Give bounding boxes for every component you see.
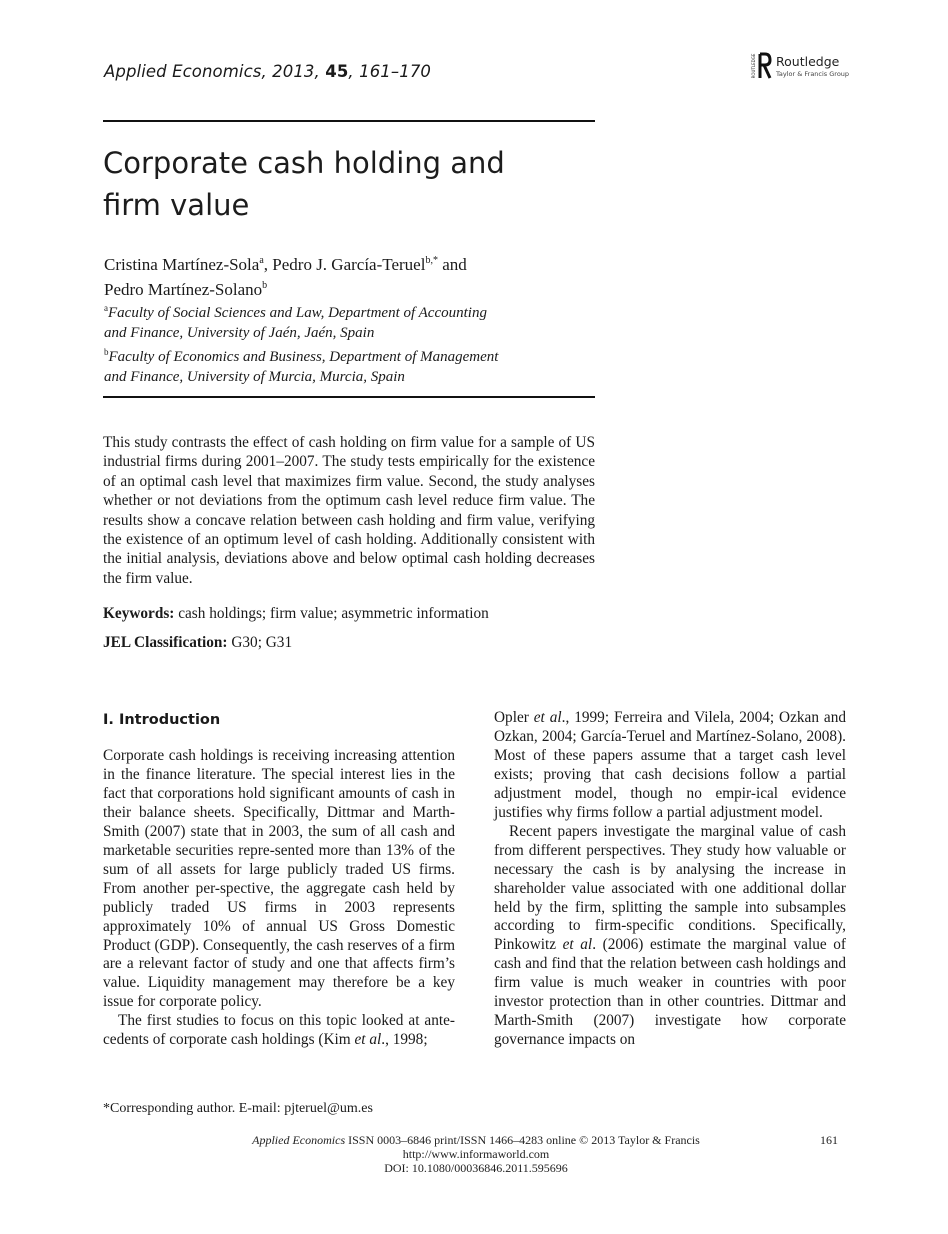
- page-number: 161: [820, 1133, 838, 1147]
- author-1-affil: a: [259, 255, 264, 266]
- affil-b-marker: b: [104, 347, 109, 357]
- footer-journal: Applied Economics: [252, 1133, 346, 1147]
- journal-volume: 45: [325, 62, 349, 81]
- affil-b-line-2: and Finance, University of Murcia, Murcia, Spain: [104, 368, 405, 385]
- title-line-1: Corporate cash holding and: [103, 146, 505, 180]
- intro-paragraph-1: Corporate cash holdings is receiving increasing attention in the finance literature. The special interest lies in the fact that corporations hold significant amounts of cash in their balance sheets. Specifically, Dittmar and Marth-Smith (2007) state that in 2003, the sum of all cash and marketable securities repre-sented more than 13% of the sum of all assets for large publicly traded US firms. From another per-spective, the aggregate cash held by publicly traded US firms in 2003 represents approximately 10% of annual US Gross Domestic Product (GDP). Consequently, the cash reserves of a firm are a relevant factor of study and one that affects firm’s value. Liquidity management may therefore be a key issue for corporate policy.: [103, 747, 455, 1011]
- right-column: [494, 709, 846, 1050]
- keywords-label: Keywords:: [103, 605, 175, 622]
- abstract: This study contrasts the effect of cash holding on firm value for a sample of US industrial firms during 2001–2007. The study tests empirically for the existence of an optimal cash level that maximizes firm value. Second, the study analyses whether or not deviations from the optimum cash level reduce firm value. The results show a concave relation between cash holding and firm value, verifying the existence of an optimum level of cash holding. Additionally consistent with the initial analysis, deviations above and below optimal cash holding decreases the firm value.: [103, 434, 595, 587]
- article-title: [103, 142, 623, 226]
- author-3: Pedro Martínez-Solano: [104, 280, 263, 299]
- intro-paragraph-3: Opler et al., 1999; Ferreira and Vilela, 2004; Ozkan and Ozkan, 2004; García-Teruel and Martínez-Solano, 2008). Most of these papers assume that a target cash level exists; proving that cash decisions follow a partial adjustment model, though no empir-ical evidence justifies why firms follow a partial adjustment model.: [494, 709, 846, 821]
- affil-a-line-2: and Finance, University of Jaén, Jaén, Spain: [104, 324, 375, 341]
- publisher-group: Taylor & Francis Group: [776, 70, 850, 78]
- author-2-affil: b,*: [425, 255, 438, 266]
- left-column: [103, 747, 455, 1050]
- journal-name: Applied Economics: [104, 62, 262, 81]
- corresponding-author-footnote: *Corresponding author. E-mail: pjteruel@um.es: [103, 1101, 373, 1116]
- footer-url: http://www.informaworld.com: [402, 1147, 550, 1161]
- section-heading-introduction: I. Introduction: [103, 712, 221, 728]
- affil-b-line-1: Faculty of Economics and Business, Department of Management: [108, 349, 499, 365]
- title-line-2: firm value: [103, 188, 250, 222]
- jel-label: JEL Classification:: [103, 634, 228, 651]
- top-rule: [103, 120, 595, 122]
- jel-value: G30; G31: [231, 634, 293, 651]
- publisher-name: Routledge: [776, 54, 840, 69]
- author-1: Cristina Martínez-Sola: [104, 255, 260, 274]
- intro-paragraph-2: The first studies to focus on this topic looked at ante-cedents of corporate cash holdings (Kim et al., 1998;: [103, 1012, 455, 1049]
- author-3-affil: b: [262, 280, 268, 291]
- affil-a-line-1: Faculty of Social Sciences and Law, Department of Accounting: [108, 305, 487, 321]
- keywords-value: cash holdings; firm value; asymmetric information: [178, 605, 489, 622]
- journal-year: , 2013,: [261, 62, 326, 81]
- intro-paragraph-4: Recent papers investigate the marginal value of cash from different perspectives. They study how valuable or necessary the cash is by analysing the increase in shareholder value associated with one additional dollar held by the firm, splitting the sample into subsamples according to firm-specific conditions. Specifically, Pinkowitz et al. (2006) estimate the marginal value of cash and find that the relation between cash holdings and firm value is much weaker in countries with poor investor protection than in other countries. Dittmar and Marth-Smith (2007) investigate how corporate governance impacts on: [494, 822, 846, 1049]
- page-footer: [242, 1133, 710, 1175]
- affil-a-marker: a: [104, 303, 108, 313]
- jel-classification: [103, 634, 292, 652]
- affiliations: [104, 299, 604, 387]
- keywords: [103, 605, 489, 623]
- logo-vertical-text: ROUTLEDGE: [751, 53, 756, 79]
- footer-doi: DOI: 10.1080/00036846.2011.595696: [384, 1161, 568, 1175]
- author-2: , Pedro J. García-Teruel: [263, 255, 426, 274]
- footer-issn: ISSN 0003–6846 print/ISSN 1466–4283 online © 2013 Taylor & Francis: [345, 1133, 700, 1147]
- journal-citation: [104, 62, 431, 81]
- publisher-logo: [752, 50, 862, 82]
- routledge-logo-icon: [752, 52, 772, 80]
- journal-pages: , 161–170: [348, 62, 432, 81]
- author-list: [104, 250, 604, 300]
- bottom-rule: [103, 396, 595, 398]
- author-connector: and: [437, 255, 467, 274]
